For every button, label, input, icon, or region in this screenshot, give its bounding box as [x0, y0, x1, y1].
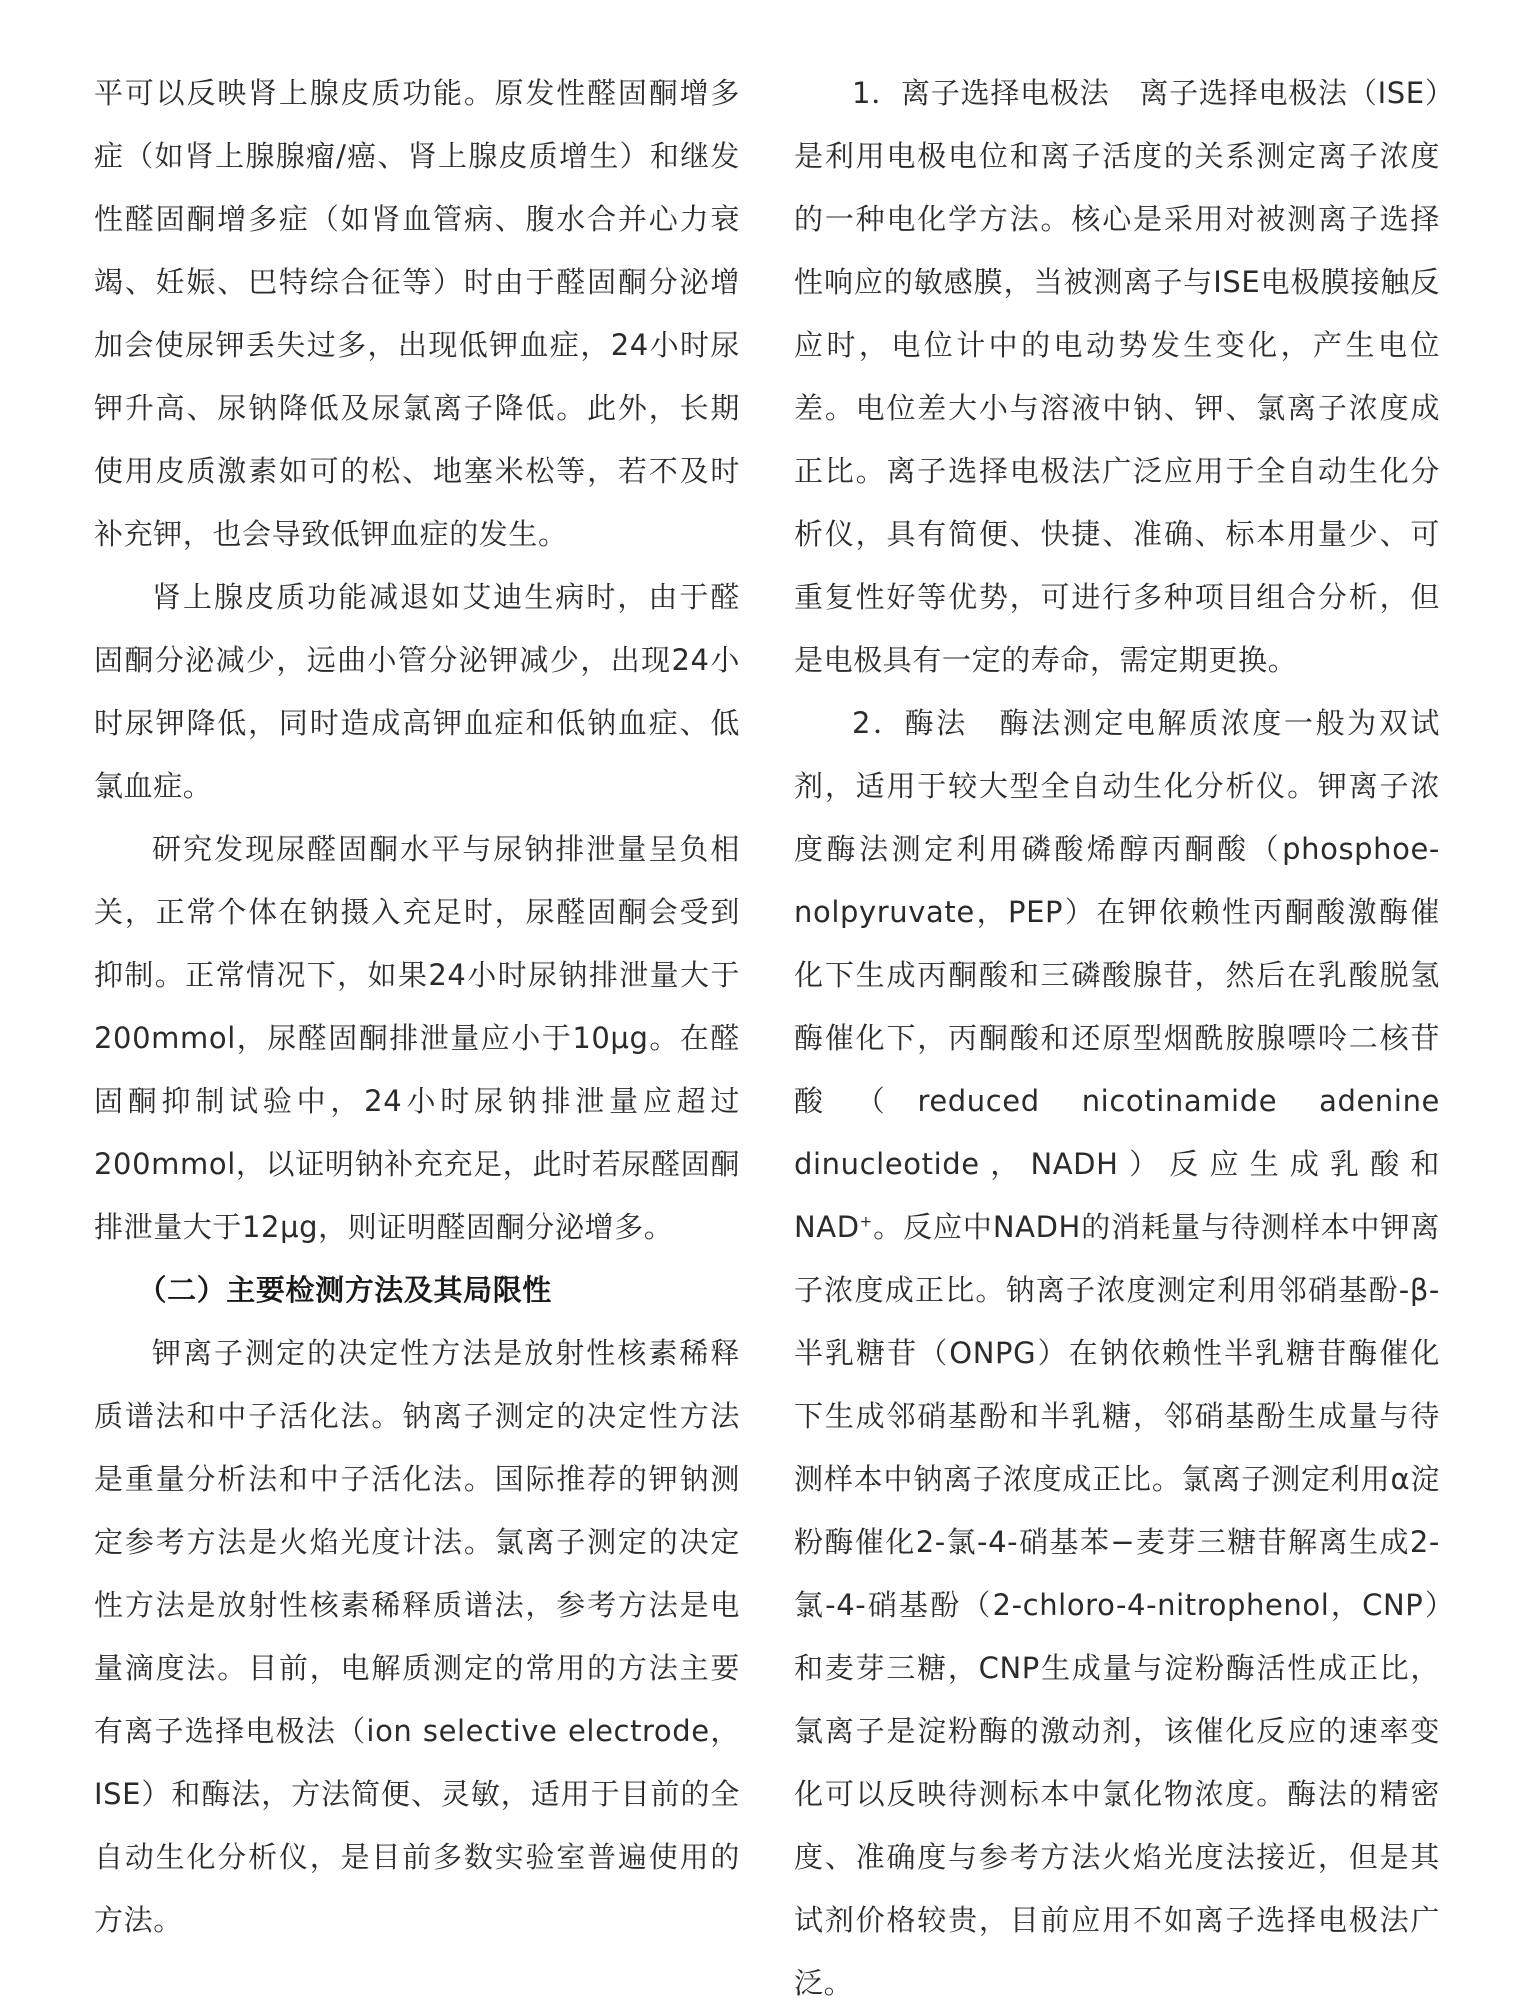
superscript-plus: + — [859, 1212, 873, 1231]
enzymatic-text-part-1: 2．酶法 酶法测定电解质浓度一般为双试剂，适用于较大型全自动生化分析仪。钾离子浓度酶法测定利用磷酸烯醇丙酮酸（phosphoe-nolpyruvate，PEP）在钾依赖性丙酮酸激酶催化下生成丙酮酸和三磷酸腺苷，然后在乳酸脱氢酶催化下，丙酮酸和还原型烟酰胺腺嘌呤二核苷酸（reduced nicotinamide adenine dinucleotide，NADH）反应生成乳酸和NAD — [794, 706, 1440, 1244]
paragraph-definitive-methods: 钾离子测定的决定性方法是放射性核素稀释质谱法和中子活化法。钠离子测定的决定性方法是重量分析法和中子活化法。国际推荐的钾钠测定参考方法是火焰光度计法。氯离子测定的决定性方法是放射性核素稀释质谱法，参考方法是电量滴度法。目前，电解质测定的常用的方法主要有离子选择电极法（ion selective electrode，ISE）和酶法，方法简便、灵敏，适用于目前的全自动生化分析仪，是目前多数实验室普遍使用的方法。 — [94, 1336, 740, 1937]
paragraph-urine-aldosterone-sodium: 研究发现尿醛固酮水平与尿钠排泄量呈负相关，正常个体在钠摄入充足时，尿醛固酮会受到抑制。正常情况下，如果24小时尿钠排泄量大于200mmol，尿醛固酮排泄量应小于10μg。在醛固酮抑制试验中，24小时尿钠排泄量应超过200mmol，以证明钠补充充足，此时若尿醛固酮排泄量大于12μg，则证明醛固酮分泌增多。 — [94, 832, 740, 1244]
right-column — [794, 62, 1440, 2015]
section-heading-detection-methods: （二）主要检测方法及其局限性 — [137, 1273, 552, 1307]
paragraph-aldosterone-hyperaldosteronism: 平可以反映肾上腺皮质功能。原发性醛固酮增多症（如肾上腺腺瘤/癌、肾上腺皮质增生）和继发性醛固酮增多症（如肾血管病、腹水合并心力衰竭、妊娠、巴特综合征等）时由于醛固酮分泌增加会使尿钾丢失过多，出现低钾血症，24小时尿钾升高、尿钠降低及尿氯离子降低。此外，长期使用皮质激素如可的松、地塞米松等，若不及时补充钾，也会导致低钾血症的发生。 — [94, 76, 740, 551]
paragraph-addison-disease: 肾上腺皮质功能减退如艾迪生病时，由于醛固酮分泌减少，远曲小管分泌钾减少，出现24小时尿钾降低，同时造成高钾血症和低钠血症、低氯血症。 — [94, 580, 740, 803]
paragraph-ion-selective-electrode: 1．离子选择电极法 离子选择电极法（ISE）是利用电极电位和离子活度的关系测定离子浓度的一种电化学方法。核心是采用对被测离子选择性响应的敏感膜，当被测离子与ISE电极膜接触反应时，电位计中的电动势发生变化，产生电位差。电位差大小与溶液中钠、钾、氯离子浓度成正比。离子选择电极法广泛应用于全自动生化分析仪，具有简便、快捷、准确、标本用量少、可重复性好等优势，可进行多种项目组合分析，但是电极具有一定的寿命，需定期更换。 — [794, 76, 1440, 677]
paragraph-enzymatic-method — [794, 692, 1440, 2015]
left-column — [94, 62, 740, 1952]
enzymatic-text-part-2: 。反应中NADH的消耗量与待测样本中钾离子浓度成正比。钠离子浓度测定利用邻硝基酚-β-半乳糖苷（ONPG）在钠依赖性半乳糖苷酶催化下生成邻硝基酚和半乳糖，邻硝基酚生成量与待测样本中钠离子浓度成正比。氯离子测定利用α淀粉酶催化2-氯-4-硝基苯−麦芽三糖苷解离生成2-氯-4-硝基酚（2-chloro-4-nitrophenol，CNP）和麦芽三糖，CNP生成量与淀粉酶活性成正比，氯离子是淀粉酶的激动剂，该催化反应的速率变化可以反映待测标本中氯化物浓度。酶法的精密度、准确度与参考方法火焰光度法接近，但是其试剂价格较贵，目前应用不如离子选择电极法广泛。 — [794, 1210, 1440, 2000]
